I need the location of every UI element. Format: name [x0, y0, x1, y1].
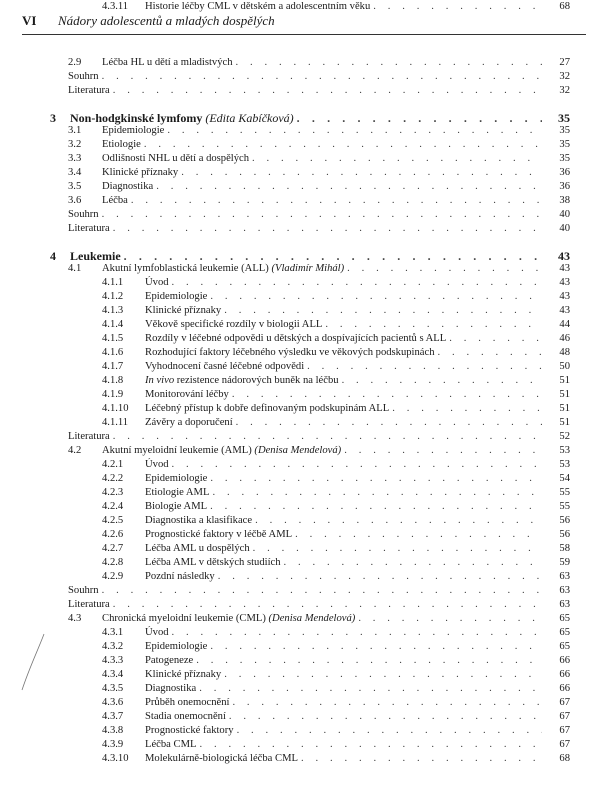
toc-page-number: 27	[559, 57, 570, 68]
toc-section-number: 2.9	[68, 57, 82, 68]
toc-page-number: 67	[559, 697, 570, 708]
dot-leader	[199, 682, 542, 696]
toc-row	[0, 500, 600, 514]
dot-leader	[253, 542, 542, 556]
dot-leader	[358, 612, 542, 626]
dot-leader	[255, 514, 542, 528]
toc-section-number: 4.3.1	[102, 627, 124, 638]
toc-page-number: 44	[559, 319, 570, 330]
toc-entry-title: Literatura	[68, 599, 110, 610]
pencil-mark	[18, 632, 48, 692]
toc-section-number: 4.2.2	[102, 473, 124, 484]
dot-leader	[307, 360, 542, 374]
toc-row	[0, 626, 600, 640]
toc-section-number: 3.6	[68, 195, 82, 206]
toc-section-number: 3.3	[68, 153, 82, 164]
toc-page-number: 35	[558, 111, 570, 125]
toc-entry-title: Prognostické faktory v léčbě AML	[145, 529, 293, 540]
dot-leader	[212, 486, 542, 500]
toc-section-number: 4.3.9	[102, 739, 124, 750]
dot-leader	[295, 528, 542, 542]
toc-page-number: 55	[559, 501, 570, 512]
toc-page-number: 51	[559, 417, 570, 428]
toc-section-number: 4.2.9	[102, 571, 124, 582]
toc-page-number: 46	[559, 333, 570, 344]
toc-page-number: 43	[559, 305, 570, 316]
toc-section-number: 3.5	[68, 181, 82, 192]
toc-page-number: 43	[558, 249, 570, 263]
dot-leader	[102, 584, 542, 598]
toc-entry-title: Pozdní následky	[145, 571, 215, 582]
toc-entry-title: Souhrn	[68, 209, 99, 220]
toc-page-number: 66	[559, 655, 570, 666]
dot-leader	[232, 388, 542, 402]
toc-entry-title: Souhrn	[68, 585, 99, 596]
toc-entry-title: Molekulárně-biologická léčba CML	[145, 753, 298, 764]
toc-entry-title: Stadia onemocnění	[145, 711, 226, 722]
header-page-number: VI	[22, 13, 37, 28]
toc-entry-title: Průběh onemocnění	[145, 697, 230, 708]
dot-leader	[232, 696, 542, 710]
toc-page-number: 59	[559, 557, 570, 568]
toc-section-number: 4.1.2	[102, 291, 124, 302]
toc-page-number: 40	[559, 209, 570, 220]
toc-row	[0, 332, 600, 346]
toc-page-number: 66	[559, 683, 570, 694]
dot-leader	[102, 70, 542, 84]
toc-section-number: 4.3.7	[102, 711, 124, 722]
toc-page-number: 53	[559, 459, 570, 470]
toc-page-number: 63	[559, 599, 570, 610]
toc-entry-title: Rozdíly v léčebné odpovědi u dětských a dospívajících pacientů s ALL	[145, 333, 447, 344]
dot-leader	[325, 318, 542, 332]
toc-entry-author: (Edita Kabíčková)	[205, 111, 294, 125]
dot-leader	[392, 402, 542, 416]
dot-leader	[210, 640, 542, 654]
toc-entry-title: Epidemiologie	[145, 473, 208, 484]
toc-entry-title: Klinické příznaky	[102, 167, 179, 178]
toc-section-number: 4.1.1	[102, 277, 124, 288]
toc-section-number: 4.1.3	[102, 305, 124, 316]
toc-section-number: 4.2.5	[102, 515, 124, 526]
toc-page-number: 35	[559, 125, 570, 136]
toc-row	[0, 388, 600, 402]
toc-row	[0, 222, 600, 236]
toc-row	[0, 528, 600, 542]
toc-entry-title: Biologie AML	[145, 501, 208, 512]
dot-leader	[144, 138, 542, 152]
toc-page-number: 67	[559, 725, 570, 736]
toc-entry-title: Léčba AML v dětských studiích	[145, 557, 281, 568]
dot-leader	[284, 556, 542, 570]
toc-section-number: 3.1	[68, 125, 82, 136]
toc-row	[0, 584, 600, 598]
toc-row	[0, 56, 600, 70]
toc-row	[0, 138, 600, 152]
toc-entry-title: Léčba AML u dospělých	[145, 543, 250, 554]
toc-section-number: 4.3	[68, 613, 82, 624]
toc-entry-title: Vyhodnocení časné léčebné odpovědi	[145, 361, 305, 372]
toc-entry-title: Epidemiologie	[102, 125, 165, 136]
toc-row	[0, 430, 600, 444]
dot-leader	[167, 124, 542, 138]
toc-page-number: 40	[559, 223, 570, 234]
toc-section-number: 4.3.2	[102, 641, 124, 652]
toc-section-number: 4.1.10	[102, 403, 129, 414]
dot-leader	[438, 346, 543, 360]
toc-row	[0, 124, 600, 138]
toc-section-number: 4.1.11	[102, 417, 129, 428]
toc-page-number: 63	[559, 571, 570, 582]
toc-row	[0, 682, 600, 696]
dot-leader	[252, 152, 542, 166]
dot-leader	[199, 738, 542, 752]
dot-leader	[181, 166, 542, 180]
toc-entry-title: Historie léčby CML v dětském a adolescentním věku	[145, 1, 371, 12]
dot-leader	[301, 752, 542, 766]
toc-entry-author: (Vladimír Mihál)	[271, 263, 345, 274]
toc-row	[0, 738, 600, 752]
toc-section-number: 4.3.10	[102, 753, 129, 764]
toc-page-number: 65	[559, 627, 570, 638]
toc-row	[0, 402, 600, 416]
toc-row	[0, 542, 600, 556]
toc-row	[0, 458, 600, 472]
toc-page-number: 56	[559, 529, 570, 540]
toc-entry-title: Akutní myeloidní leukemie (AML)	[102, 445, 252, 456]
toc-row	[0, 724, 600, 738]
toc-page-number: 53	[559, 445, 570, 456]
toc-page-number: 68	[559, 1, 570, 12]
toc-entry-title: Rozhodující faktory léčebného výsledku ve věkových podskupinách	[145, 347, 435, 358]
toc-section-number: 4.1.5	[102, 333, 124, 344]
toc-row	[0, 486, 600, 500]
toc-row	[0, 180, 600, 194]
toc-section-number: 3.4	[68, 167, 82, 178]
toc-page-number: 36	[559, 167, 570, 178]
toc-section-number: 4.2.1	[102, 459, 124, 470]
toc-entry-title: Úvod	[145, 459, 169, 470]
toc-entry-title: Prognostické faktory	[145, 725, 234, 736]
toc-row	[0, 70, 600, 84]
toc-entry-title: Léčba HL u dětí a mladistvých	[102, 57, 233, 68]
toc-page-number: 52	[559, 431, 570, 442]
toc-entry-title: Závěry a doporučení	[145, 417, 233, 428]
dot-leader	[237, 724, 542, 738]
toc-entry-author: (Denisa Mendelová)	[254, 445, 342, 456]
toc-entry-title: Diagnostika	[102, 181, 154, 192]
toc-entry-title: Diagnostika a klasifikace	[145, 515, 253, 526]
dot-leader	[224, 668, 542, 682]
toc-row	[0, 346, 600, 360]
toc-entry-title: Non-hodgkinské lymfomy	[70, 111, 203, 125]
toc-entry-title: Úvod	[145, 627, 169, 638]
toc-section-number: 4.3.8	[102, 725, 124, 736]
toc-entry-title: Věkově specifické rozdíly v biologii ALL	[145, 319, 323, 330]
toc-page-number: 35	[559, 153, 570, 164]
toc-entry-title: Patogeneze	[145, 655, 194, 666]
toc-section-number: 4.3.11	[102, 1, 129, 12]
toc-entry-title: Etiologie AML	[145, 487, 210, 498]
toc-entry-title: Úvod	[145, 277, 169, 288]
toc-entry-title: Léčba CML	[145, 739, 197, 750]
toc-section-number: 3	[50, 111, 56, 125]
toc-row	[0, 208, 600, 222]
toc-row	[0, 416, 600, 430]
toc-entry-title: Epidemiologie	[145, 291, 208, 302]
toc-row	[0, 84, 600, 98]
toc-entry-title: Klinické příznaky	[145, 305, 222, 316]
toc-section-number: 4.2.4	[102, 501, 124, 512]
toc-entry-title: Souhrn	[68, 71, 99, 82]
toc-section-number: 4.3.5	[102, 683, 124, 694]
toc-page-number: 51	[559, 389, 570, 400]
toc-entry-title: Monitorování léčby	[145, 389, 229, 400]
dot-leader	[113, 84, 542, 98]
toc-entry-title: Etiologie	[102, 139, 141, 150]
toc-section-number: 4.2.6	[102, 529, 124, 540]
dot-leader	[373, 0, 542, 14]
toc-row	[0, 166, 600, 180]
toc-page-number: 67	[559, 739, 570, 750]
toc-entry-title: Literatura	[68, 85, 110, 96]
header-book-title: Nádory adolescentů a mladých dospělých	[58, 13, 275, 28]
toc-entry-title: Klinické příznaky	[145, 669, 222, 680]
toc-entry-author: (Denisa Mendelová)	[268, 613, 356, 624]
toc-page-number: 43	[559, 277, 570, 288]
toc-page-number: 50	[559, 361, 570, 372]
toc-page-number: 65	[559, 641, 570, 652]
toc-page-number: 35	[559, 139, 570, 150]
toc-page-number: 56	[559, 515, 570, 526]
toc-section-number: 4	[50, 249, 56, 263]
toc-entry-title: Akutní lymfoblastická leukemie (ALL)	[102, 263, 269, 274]
toc-row	[0, 696, 600, 710]
toc-entry-title: Diagnostika	[145, 683, 197, 694]
toc-entry-title: Léčebný přístup k dobře definovaným podskupinám ALL	[145, 403, 390, 414]
toc-page-number: 55	[559, 487, 570, 498]
toc-row	[0, 556, 600, 570]
dot-leader	[449, 332, 542, 346]
toc-row	[0, 514, 600, 528]
toc-section-number: 4.3.3	[102, 655, 124, 666]
toc-row	[0, 374, 600, 388]
toc-row	[0, 710, 600, 724]
toc-section-number: 4.2	[68, 445, 82, 456]
toc-row	[0, 152, 600, 166]
toc-row	[0, 752, 600, 766]
toc-row	[0, 262, 600, 276]
toc-row	[0, 304, 600, 318]
toc-section-number: 4.3.6	[102, 697, 124, 708]
dot-leader	[113, 598, 542, 612]
toc-entry-title: Literatura	[68, 223, 110, 234]
toc-section-number: 4.1	[68, 263, 82, 274]
toc-page-number: 43	[559, 291, 570, 302]
toc-page-number: 54	[559, 473, 570, 484]
dot-leader	[218, 570, 542, 584]
toc-page-number: 43	[559, 263, 570, 274]
toc-section-number: 4.2.7	[102, 543, 124, 554]
dot-leader	[113, 222, 542, 236]
toc-section-number: 3.2	[68, 139, 82, 150]
toc-page-number: 38	[559, 195, 570, 206]
toc-page-number: 36	[559, 181, 570, 192]
dot-leader	[342, 374, 542, 388]
toc-page-number: 66	[559, 669, 570, 680]
dot-leader	[113, 430, 542, 444]
toc-section-number: 4.2.8	[102, 557, 124, 568]
toc-page-number: 51	[559, 403, 570, 414]
dot-leader	[172, 276, 542, 290]
dot-leader	[347, 262, 542, 276]
dot-leader	[131, 194, 542, 208]
dot-leader	[224, 304, 542, 318]
toc-row	[0, 472, 600, 486]
toc-entry-title: Leukemie	[70, 249, 121, 263]
toc-section-number: 4.1.8	[102, 375, 124, 386]
dot-leader	[210, 472, 542, 486]
toc-row	[0, 194, 600, 208]
toc-entry-title: Léčba	[102, 195, 128, 206]
toc-row	[0, 0, 600, 14]
dot-leader	[236, 416, 542, 430]
toc-row	[0, 276, 600, 290]
toc-page-number: 48	[559, 347, 570, 358]
toc-page-number: 32	[559, 85, 570, 96]
toc-page-number: 68	[559, 753, 570, 764]
toc-section-number: 4.3.4	[102, 669, 124, 680]
toc-row	[0, 444, 600, 458]
toc-row	[0, 668, 600, 682]
toc-page-number: 32	[559, 71, 570, 82]
toc-section-number: 4.1.6	[102, 347, 124, 358]
toc-row	[0, 640, 600, 654]
toc-entry-title: rezistence nádorových buněk na léčbu	[176, 375, 339, 386]
toc-row	[0, 318, 600, 332]
toc-section-number: 4.2.3	[102, 487, 124, 498]
dot-leader	[102, 208, 542, 222]
dot-leader	[156, 180, 542, 194]
toc-page-number: 51	[559, 375, 570, 386]
dot-leader	[210, 290, 542, 304]
toc-row	[0, 598, 600, 612]
toc-section-number: 4.1.4	[102, 319, 124, 330]
toc-page-number: 65	[559, 613, 570, 624]
toc-row	[0, 570, 600, 584]
toc-row	[0, 360, 600, 374]
toc-row	[0, 612, 600, 626]
toc-page-number: 63	[559, 585, 570, 596]
toc-entry-title: Odlišnosti NHL u dětí a dospělých	[102, 153, 250, 164]
dot-leader	[196, 654, 542, 668]
toc-entry-title: Epidemiologie	[145, 641, 208, 652]
toc-row	[0, 290, 600, 304]
toc-entry-italic-prefix: In vivo	[145, 375, 175, 386]
toc-page-number: 58	[559, 543, 570, 554]
dot-leader	[236, 56, 542, 70]
toc-row	[0, 654, 600, 668]
toc-page-number: 67	[559, 711, 570, 722]
dot-leader	[172, 458, 542, 472]
toc-section-number: 4.1.7	[102, 361, 124, 372]
dot-leader	[229, 710, 542, 724]
toc-entry-title: Chronická myeloidní leukemie (CML)	[102, 613, 266, 624]
toc-section-number: 4.1.9	[102, 389, 124, 400]
toc-entry-title: Literatura	[68, 431, 110, 442]
dot-leader	[344, 444, 542, 458]
dot-leader	[172, 626, 542, 640]
dot-leader	[210, 500, 542, 514]
